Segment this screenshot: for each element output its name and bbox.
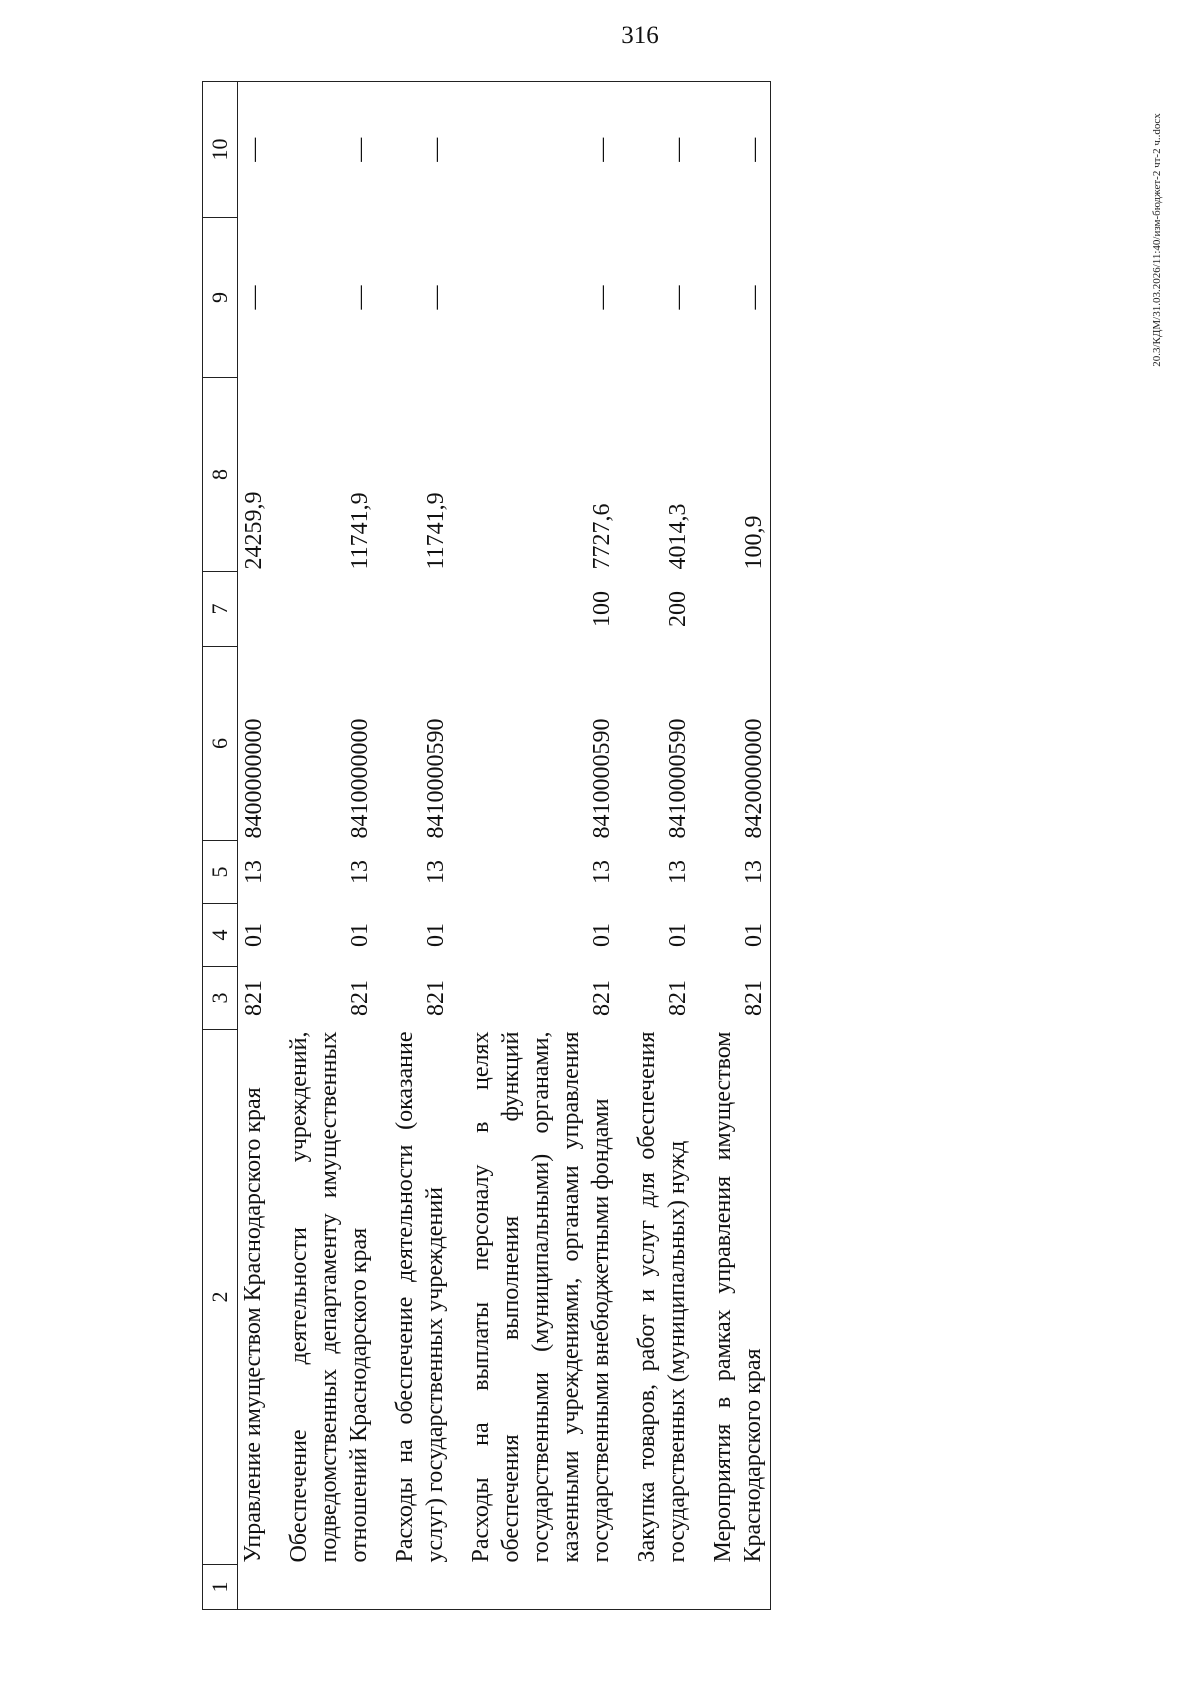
row-amount: 24259,9 [241,491,267,570]
row-code-3: 821 [665,980,691,1016]
header-col-10: 10 [203,82,238,218]
row-code-6: 8410000590 [423,718,449,839]
row-code-6: 8420000000 [694,647,771,841]
row-dash-10: — [376,82,452,218]
row-amount: 7727,6 [589,503,615,570]
row-name: Закупка товаров, работ и услуг для обеспечения государственных (муниципальных) нужд [634,1031,690,1563]
row-dash-9: — [694,218,771,378]
row-code-7 [376,572,452,647]
row-code-5: 13 [241,860,267,884]
row-code-3: 821 [347,980,373,1016]
header-col-8: 8 [203,378,238,572]
row-code-5: 13 [589,860,615,884]
row-code-6: 8410000590 [665,718,691,839]
row-code-3: 821 [589,980,615,1016]
row-dash-10: — [452,82,618,218]
row-code-6: 8400000000 [241,718,267,839]
rotated-table-container [202,82,1070,1610]
header-col-5: 5 [203,841,238,904]
header-col-7: 7 [203,572,238,647]
row-code-7 [270,572,376,647]
row-dash-9: — [589,285,615,310]
table-row [618,82,694,1610]
table-row [452,82,618,1610]
header-col-3: 3 [203,967,238,1030]
row-code-4: 01 [665,923,691,947]
row-amount: 4014,3 [665,503,691,570]
row-number-cell [618,1565,694,1610]
row-number-cell [376,1565,452,1610]
table-row [694,82,771,1610]
row-dash-9: — [241,285,267,310]
table-row [238,82,271,1610]
row-code-7: 200 [665,591,691,627]
footer-file-path: 20.3/КДМ/31.03.2026/11:40/изм-бюджет-2 чт-2 ч..docx [1151,113,1163,367]
header-col-1: 1 [203,1565,238,1610]
row-code-7 [238,572,271,647]
row-code-7: 100 [589,591,615,627]
page-number: 316 [621,22,659,49]
row-amount: 11741,9 [423,492,449,570]
row-name: Расходы на выплаты персоналу в целях обеспечения выполнения функций государственными (муниципальными) органами, казенными учреждениями, органами управления государственными внебюджетными фондами [468,1031,614,1563]
header-col-9: 9 [203,218,238,378]
header-col-2: 2 [203,1030,238,1565]
header-col-4: 4 [203,904,238,967]
row-number-cell [452,1565,618,1610]
table-row [376,82,452,1610]
header-col-6: 6 [203,647,238,841]
row-dash-10: — [238,82,271,218]
row-code-7 [694,572,771,647]
table-row [270,82,376,1610]
row-code-5: 13 [423,860,449,884]
row-code-6: 8410000000 [347,718,373,839]
row-dash-9: — [423,285,449,310]
row-amount: 100,9 [694,378,771,572]
row-name: Расходы на обеспечение деятельности (оказание услуг) государственных учреждений [392,1031,448,1563]
header-row [203,82,238,1610]
row-number-cell [238,1565,271,1610]
row-code-4: 01 [241,923,267,947]
row-dash-10: — [618,82,694,218]
row-code-5: 13 [694,841,771,904]
row-code-4: 01 [347,923,373,947]
row-code-3: 821 [241,980,267,1016]
row-code-3: 821 [423,980,449,1016]
row-name: Обеспечение деятельности учреждений, подведомственных департаменту имущественных отношений Краснодарского края [286,1031,372,1563]
row-code-4: 01 [589,923,615,947]
row-dash-9: — [665,285,691,310]
row-dash-9: — [347,285,373,310]
row-name: Управление имуществом Краснодарского края [240,1087,266,1563]
row-code-5: 13 [347,860,373,884]
row-code-6: 8410000590 [589,718,615,839]
row-code-5: 13 [665,860,691,884]
row-number-cell [270,1565,376,1610]
row-dash-10: — [694,82,771,218]
row-code-4: 01 [423,923,449,947]
row-number-cell [694,1565,771,1610]
row-code-4: 01 [694,904,771,967]
budget-table [202,81,771,1610]
row-name: Мероприятия в рамках управления имуществом Краснодарского края [694,1030,771,1565]
row-code-3: 821 [694,967,771,1030]
row-dash-10: — [270,82,376,218]
row-amount: 11741,9 [347,492,373,570]
